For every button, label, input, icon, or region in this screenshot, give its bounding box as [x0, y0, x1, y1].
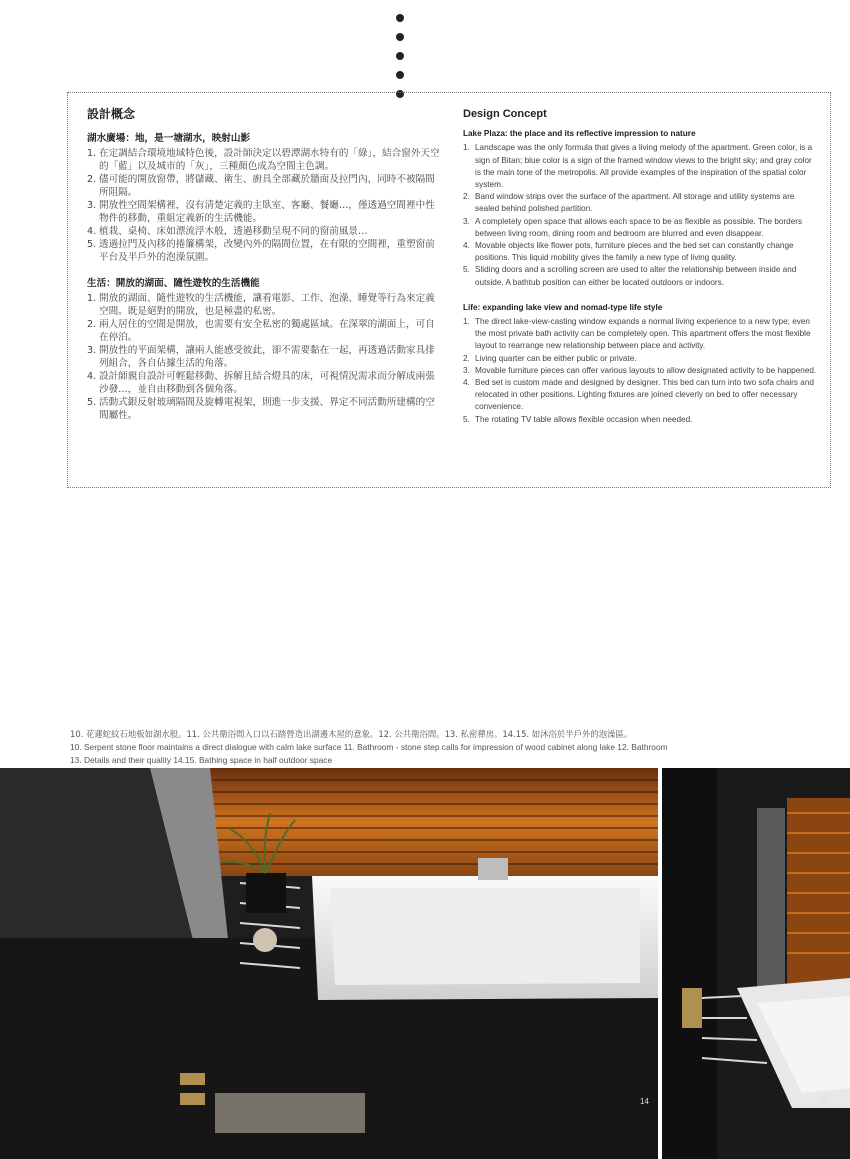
list-item: 4. Movable objects like flower pots, furniture pieces and the bed set can constantly change positions. This liquid mobility gives the family a new type of living quality.: [463, 241, 794, 263]
page-number-left: 14: [640, 1097, 649, 1106]
list-item: 2. Living quarter can be either public or private.: [463, 353, 637, 363]
list-item: 1. Landscape was the only formula that gives a living melody of the apartment. Green color, is a sign of Bitan; blue color is a sign of the framed window views to the bright sky; and gray color is the main tone of the metropolis. All provide examples of the inspiration of the spatial color system.: [463, 143, 813, 190]
list-item: 5. 活動式銀反射玻璃隔間及旋轉電視架，則進一步支援、界定不同活動所建構的空間屬性。: [87, 397, 435, 421]
faucet: [478, 858, 508, 880]
zh-section1-title: 湖水廣場：地，是一塘湖水，映射山影: [87, 133, 251, 144]
list-item: 2. 兩人居住的空間是開放，也需要有安全私密的獨處區域。在深翠的湖面上，可自在停泊。: [87, 319, 435, 343]
list-item: 3. 開放性空間架構裡，沒有清楚定義的主臥室、客廳、餐廳…，僅透過空間裡中性物件的移動，重組定義新的生活機能。: [87, 200, 435, 224]
zh-heading: 設計概念: [87, 107, 136, 121]
list-item: 2. Band window strips over the surface of the apartment. All storage and utility systems are sealed behind polished partition.: [463, 192, 795, 214]
side-blinds: [787, 798, 850, 998]
list-item: 2. 儘可能的開放窗帶，將儲藏、衛生、廚具全部藏於牆面及拉門內，同時不被隔間所阻隔。: [87, 174, 435, 198]
list-item: 4. 設計師親自設計可輕鬆移動、拆解且結合燈具的床，可視情況需求而分解成兩張沙發…，並自由移動到各個角落。: [87, 371, 435, 395]
design-concept-box: [67, 92, 831, 488]
dot: [396, 14, 404, 22]
list-item: 1. 在定調結合環境地域特色後，設計師決定以碧潭湖水特有的「綠」，結合窗外天空的「藍」以及城市的「灰」，三種顏色成為空間主色調。: [87, 148, 440, 172]
list-item: 4. Bed set is custom made and designed by designer. This bed can turn into two sofa chairs and relocated in other positions. Lighting fixtures are joined cleverly on bed to offer necessary convenience.: [463, 378, 814, 412]
en-section2-title: Life: expanding lake view and nomad-type life style: [463, 302, 663, 312]
en-section2-list: [463, 316, 818, 426]
caption-zh: 10. 花蓮蛇紋石地板如湖水般。11. 公共衛浴間入口以石踏營造出湖邊木屋的意象。12. 公共衛浴間。13. 私密禪房。14.15. 如沐浴於半戶外的泡澡區。: [70, 729, 633, 739]
zh-section1-list: [87, 147, 442, 264]
window-blinds: [210, 768, 658, 876]
en-heading: Design Concept: [463, 108, 547, 120]
list-item: 5. The rotating TV table allows flexible occasion when needed.: [463, 414, 693, 424]
bowl: [253, 928, 277, 952]
dot: [396, 33, 404, 41]
chinese-column: [87, 108, 442, 422]
list-item: 5. Sliding doors and a scrolling screen are used to alter the relationship between inside and outside. A bathtub position can either be located outdoors or indoors.: [463, 265, 797, 287]
photo-caption: [70, 728, 840, 767]
list-item: 3. A completely open space that allows each space to be as flexible as possible. The borders between living room, dining room and bedroom are blurred and even disappear.: [463, 216, 803, 238]
list-item: 1. 開放的湖面、隨性遊牧的生活機能，讓看電影、工作、泡澡、睡覺等行為來定義空間。既是絕對的開放，也是極盡的私密。: [87, 293, 435, 317]
en-section1-title: Lake Plaza: the place and its reflective impression to nature: [463, 129, 696, 139]
list-item: 1. The direct lake-view-casting window expands a normal living experience to a new type; even the most private bath activity can be completely open. This apartment offers the most flexible layout to rearrange new relationship between place and activity.: [463, 317, 811, 351]
zh-section2-title: 生活：開放的湖面、隨性遊牧的生活機能: [87, 278, 260, 289]
list-item: 4. 植栽、桌椅、床如漂流浮木般，透過移動呈現不同的窗前風景…: [87, 226, 368, 237]
page-number-right: 15: [818, 1097, 827, 1106]
en-section1-list: [463, 142, 818, 288]
glass-pillar: [757, 808, 785, 988]
list-item: 3. Movable furniture pieces can offer various layouts to allow designated activity to be happened.: [463, 365, 817, 375]
caption-en-line2: 13. Details and their quality 14.15. Bathing space in half outdoor space: [70, 755, 333, 765]
english-column: [463, 108, 818, 426]
plant-pot: [246, 873, 286, 913]
caption-en-line1: 10. Serpent stone floor maintains a direct dialogue with calm lake surface 11. Bathroom - stone step calls for impression of wood cabinet along lake 12. Bathroom: [70, 742, 668, 752]
dot: [396, 71, 404, 79]
bathroom-photo: [0, 768, 658, 1159]
list-item: 5. 透過拉門及內移的捲簾構架，改變內外的隔間位置，在有限的空間裡，重塑窗前平台及半戶外的泡澡氛圍。: [87, 239, 435, 263]
bathroom-illustration: [0, 768, 658, 1159]
dot: [396, 52, 404, 60]
stone-step: [215, 1093, 365, 1133]
list-item: 3. 開放性的平面架構，讓兩人能感受彼此，卻不需要黏在一起，再透過活動家具排列組合，各自佔據生活的角落。: [87, 345, 435, 369]
zh-section2-list: [87, 292, 442, 422]
bath-detail-photo: [662, 768, 850, 1159]
